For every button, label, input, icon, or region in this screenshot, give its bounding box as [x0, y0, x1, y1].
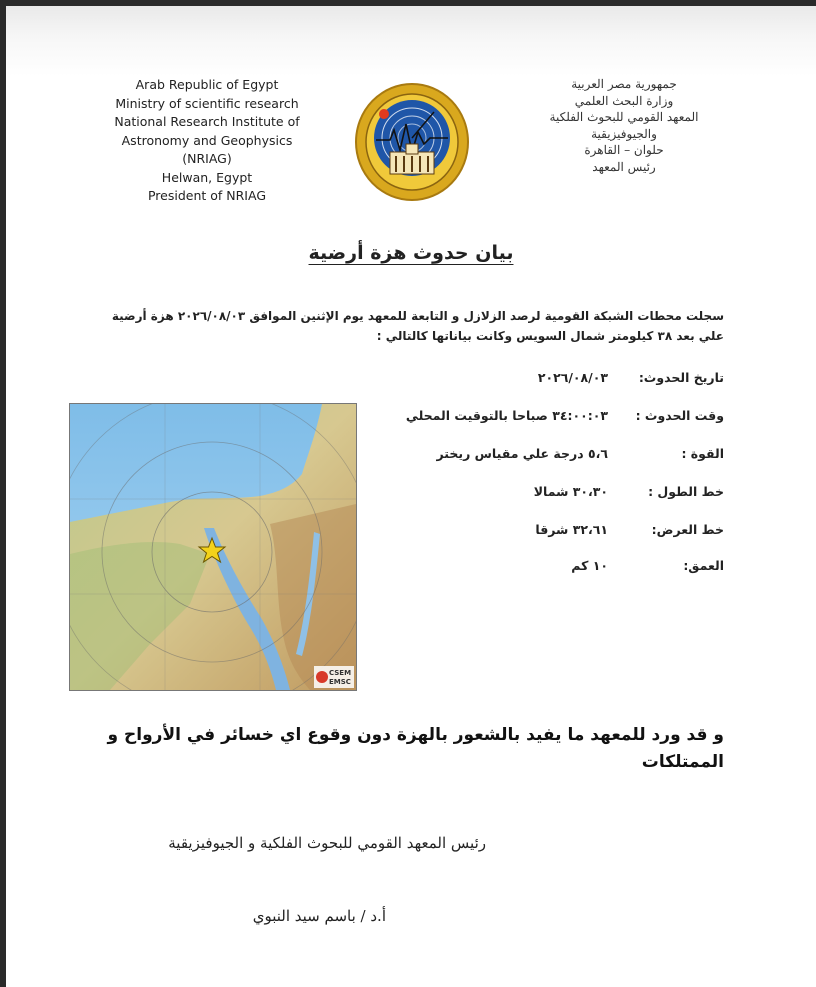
detail-label: العمق:: [683, 558, 724, 573]
header-en-line: Ministry of scientific research: [115, 95, 299, 111]
header-en-line: Astronomy and Geophysics: [121, 132, 293, 148]
header-ar-line: والجيوفيزيقية: [591, 126, 657, 141]
header-ar-line: حلوان – القاهرة: [584, 143, 664, 157]
detail-label: القوة :: [681, 446, 724, 461]
header-en-line: Helwan, Egypt: [161, 169, 253, 185]
detail-value: ١٠ كم: [571, 558, 608, 573]
detail-value: ٣٠،٣٠ شمالا: [533, 484, 608, 499]
detail-label: خط العرض:: [651, 522, 724, 537]
header-ar-line: رئيس المعهد: [592, 159, 656, 174]
detail-row-magnitude: [366, 446, 724, 466]
header-en-line: Arab Republic of Egypt: [135, 77, 279, 92]
header-en-line: President of NRIAG: [147, 188, 267, 203]
header-en-line: (NRIAG): [182, 151, 232, 166]
signature-name: أ.د / باسم سيد النبوي: [252, 907, 386, 925]
map-badge-line1: CSEM: [329, 669, 352, 677]
detail-label: وقت الحدوث :: [635, 408, 724, 423]
detail-row-longitude: [366, 484, 724, 504]
signature-title: رئيس المعهد القومي للبحوث الفلكية و الجيوفيزيقية: [168, 834, 486, 852]
header-ar-line: جمهورية مصر العربية: [571, 77, 677, 91]
detail-row-date: [366, 370, 724, 390]
intro-paragraph: سجلت محطات الشبكة القومية لرصد الزلازل و التابعة للمعهد يوم الإثنين الموافق ٢٠٢٦/٠٨/٠٣ هزة أرضية علي بعد ٣٨ كيلومتر شمال السويس وكانت بياناتها كالتالي :: [111, 309, 724, 343]
detail-row-latitude: [366, 522, 724, 542]
detail-value: ٢٠٢٦/٠٨/٠٣: [537, 370, 608, 385]
map-badge-line2: EMSC: [329, 678, 351, 686]
detail-value: ٣٤:٠٠:٠٣ صباحا بالتوقيت المحلي: [405, 408, 608, 423]
closing-statement: و قد ورد للمعهد ما يفيد بالشعور بالهزة دون وقوع اي خسائر في الأرواح و الممتلكات: [107, 725, 724, 772]
detail-label: تاريخ الحدوث:: [638, 370, 724, 385]
epicenter-map: [69, 403, 357, 691]
header-ar-line: المعهد القومي للبحوث الفلكية: [549, 110, 699, 124]
document-title: بيان حدوث هزة أرضية: [308, 242, 514, 264]
header-en-line: National Research Institute of: [114, 114, 300, 129]
detail-row-time: [366, 408, 724, 428]
detail-label: خط الطول :: [648, 484, 724, 499]
detail-row-depth: [366, 558, 724, 578]
detail-value: ٥،٦ درجة علي مقياس ريختر: [436, 446, 608, 461]
detail-value: ٣٢،٦١ شرقا: [535, 522, 608, 537]
document-page: [6, 6, 816, 987]
nriag-seal-icon: [354, 82, 470, 202]
header-arabic: [534, 76, 714, 175]
header-ar-line: وزارة البحث العلمي: [574, 93, 674, 108]
header-english: [102, 76, 312, 206]
